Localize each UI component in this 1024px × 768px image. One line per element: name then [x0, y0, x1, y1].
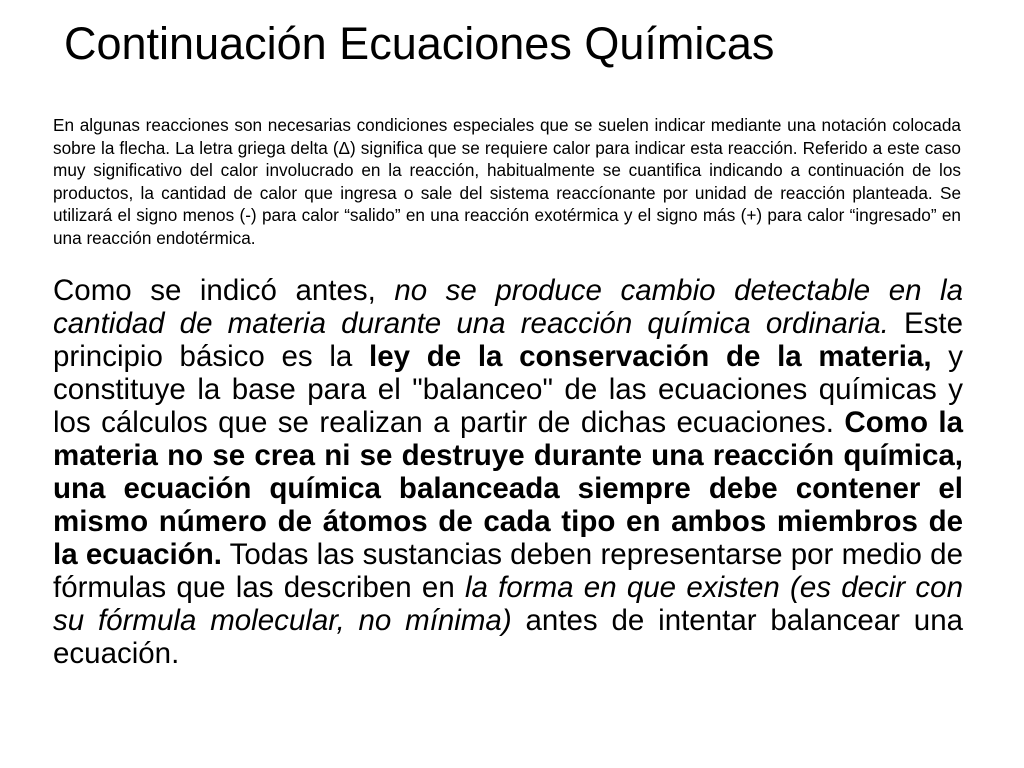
para2-text-4: Todas las sustancias deben representarse por medio de fórmulas que las describen en — [53, 538, 963, 604]
para2-text-3: y constituye la base para el "balanceo" de las ecuaciones químicas y los cálculos que se realizan a partir de dichas ecuaciones. — [53, 340, 964, 439]
para2-text-1: Como se indicó antes, — [53, 274, 395, 307]
para2-italic-1: no se produce cambio detectable en la cantidad de materia durante una reacción química ordinaria. — [53, 274, 963, 340]
para2-bold-statement: Como la materia no se crea ni se destruye durante una reacción química, una ecuación química balanceada siempre debe contener el mismo número de átomos de cada tipo en ambos miembros de la ecuación. — [53, 406, 963, 571]
slide-title: Continuación Ecuaciones Químicas — [64, 18, 775, 69]
para2-italic-2: la forma en que existen (es decir con su fórmula molecular, no mínima) — [53, 571, 963, 637]
paragraph-reaction-conditions: En algunas reacciones son necesarias condiciones especiales que se suelen indicar mediante una notación colocada sobre la flecha. La letra griega delta (Δ) significa que se requiere calor para indicar esta reacción. Referido a este caso muy significativo del calor involucrado en la reacción, habitualmente se cuantifica indicando a continuación de los productos, la cantidad de calor que ingresa o sale del sistema reaccíonante por unidad de reacción planteada. Se utilizará el signo menos (-) para calor “salido” en una reacción exotérmica y el signo más (+) para calor “ingresado” en una reacción endotérmica. — [53, 115, 961, 248]
paragraph-conservation-of-matter — [53, 274, 963, 670]
para2-text-2: Este principio básico es la — [53, 307, 963, 373]
para2-text-5: antes de intentar balancear una ecuación. — [53, 604, 964, 670]
para2-bold-law: ley de la conservación de la materia, — [369, 340, 932, 373]
